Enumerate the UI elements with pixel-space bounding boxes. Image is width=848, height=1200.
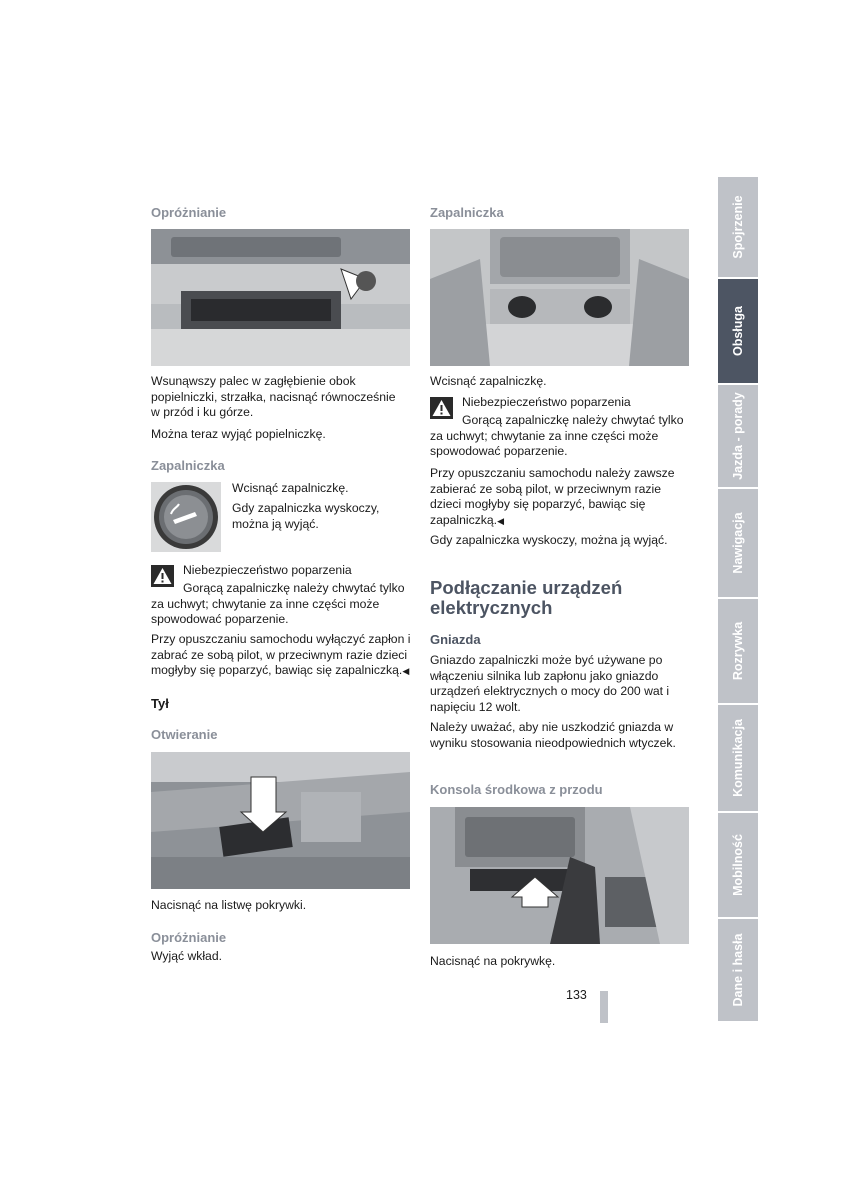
heading-zapalniczka: Zapalniczka [151,458,225,473]
tab-jazda-porady[interactable] [718,385,758,489]
paragraph [151,632,413,680]
warning-text: Gorącą zapalniczkę należy chwytać tylko za uchwyt; chwytanie za inne części może spowodować poparzenie. [151,581,405,627]
warning-title: Niebezpieczeństwo poparzenia [462,395,631,409]
tab-label: Dane i hasła [731,933,745,1007]
heading-konsola: Konsola środkowa z przodu [430,782,603,797]
tab-rozrywka[interactable] [718,599,758,705]
tab-label: Jazda - porady [731,392,745,480]
front-lighter-photo [430,229,689,366]
warning-text: Gorącą zapalniczkę należy chwytać tylko za uchwyt; chwytanie za inne części może spowodować poparzenie. [430,413,684,459]
heading-otwieranie: Otwieranie [151,727,218,742]
tab-nawigacja[interactable] [718,489,758,599]
front-console-photo [430,807,689,944]
tab-label: Rozrywka [731,621,745,681]
paragraph: Wsunąwszy palec w zagłębienie obok popielniczki, strzałka, nacisnąć równocześnie w przód i ku górze. [151,374,396,420]
end-of-section-icon: ◀ [402,666,410,677]
paragraph: Można teraz wyjąć popielniczkę. [151,427,326,441]
heading-oproznianie: Opróżnianie [151,205,227,220]
paragraph: Gdy zapalniczka wyskoczy, można ją wyjąć. [430,533,668,547]
end-of-section-icon: ◀ [497,515,504,526]
paragraph: Wcisnąć zapalniczkę. [232,481,349,495]
tab-spojrzenie[interactable] [718,177,758,279]
cigarette-lighter-icon [151,482,221,552]
tab-dane-i-hasla[interactable] [718,919,758,1023]
tab-label: Spojrzenie [731,195,745,259]
tab-label: Nawigacja [731,512,745,574]
tab-mobilnosc[interactable] [718,813,758,919]
heading-tyl: Tył [151,696,169,711]
paragraph: Wcisnąć zapalniczkę. [430,374,547,388]
paragraph: Gdy zapalniczka wyskoczy, można ją wyjąć. [232,501,380,531]
heading-gniazda: Gniazda [430,632,481,647]
paragraph-text: Przy opuszczaniu samochodu wyłączyć zapłon i zabrać ze sobą pilot, w przeciwnym razie dzieci mogłyby się poparzyć, bawiąc się zapalniczką. [151,632,411,678]
page-number-bar [600,991,608,1023]
section-heading: Podłączanie urządzeń elektrycznych [430,577,623,618]
tab-obsluga[interactable] [718,279,758,385]
heading-zapalniczka: Zapalniczka [430,205,504,220]
paragraph: Nacisnąć na pokrywkę. [430,954,556,968]
rear-ashtray-photo [151,752,410,889]
tab-label: Mobilność [731,834,745,896]
paragraph [430,466,688,529]
heading-oproznianie: Opróżnianie [151,930,227,945]
tab-label: Komunikacja [731,719,745,797]
warning-title: Niebezpieczeństwo poparzenia [183,563,352,577]
paragraph: Wyjąć wkład. [151,949,223,963]
tab-label: Obsługa [731,305,745,357]
paragraph: Należy uważać, aby nie uszkodzić gniazda w wyniku stosowania nieodpowiednich wtyczek. [430,720,676,750]
chapter-sidebar [718,177,758,1023]
paragraph: Nacisnąć na listwę pokrywki. [151,898,307,912]
page-number: 133 [566,988,587,1002]
paragraph-text: Przy opuszczaniu samochodu należy zawsze zabierać ze sobą pilot, w przeciwnym razie dzieci mogłyby się poparzyć, bawiąc się zapalniczką. [430,466,675,527]
paragraph: Gniazdo zapalniczki może być używane po włączeniu silnika lub zapłonu jako gniazdo urządzeń elektrycznych o mocy do 200 wat i napięciu 12 wolt. [430,653,670,714]
ashtray-photo [151,229,410,366]
tab-komunikacja[interactable] [718,705,758,813]
